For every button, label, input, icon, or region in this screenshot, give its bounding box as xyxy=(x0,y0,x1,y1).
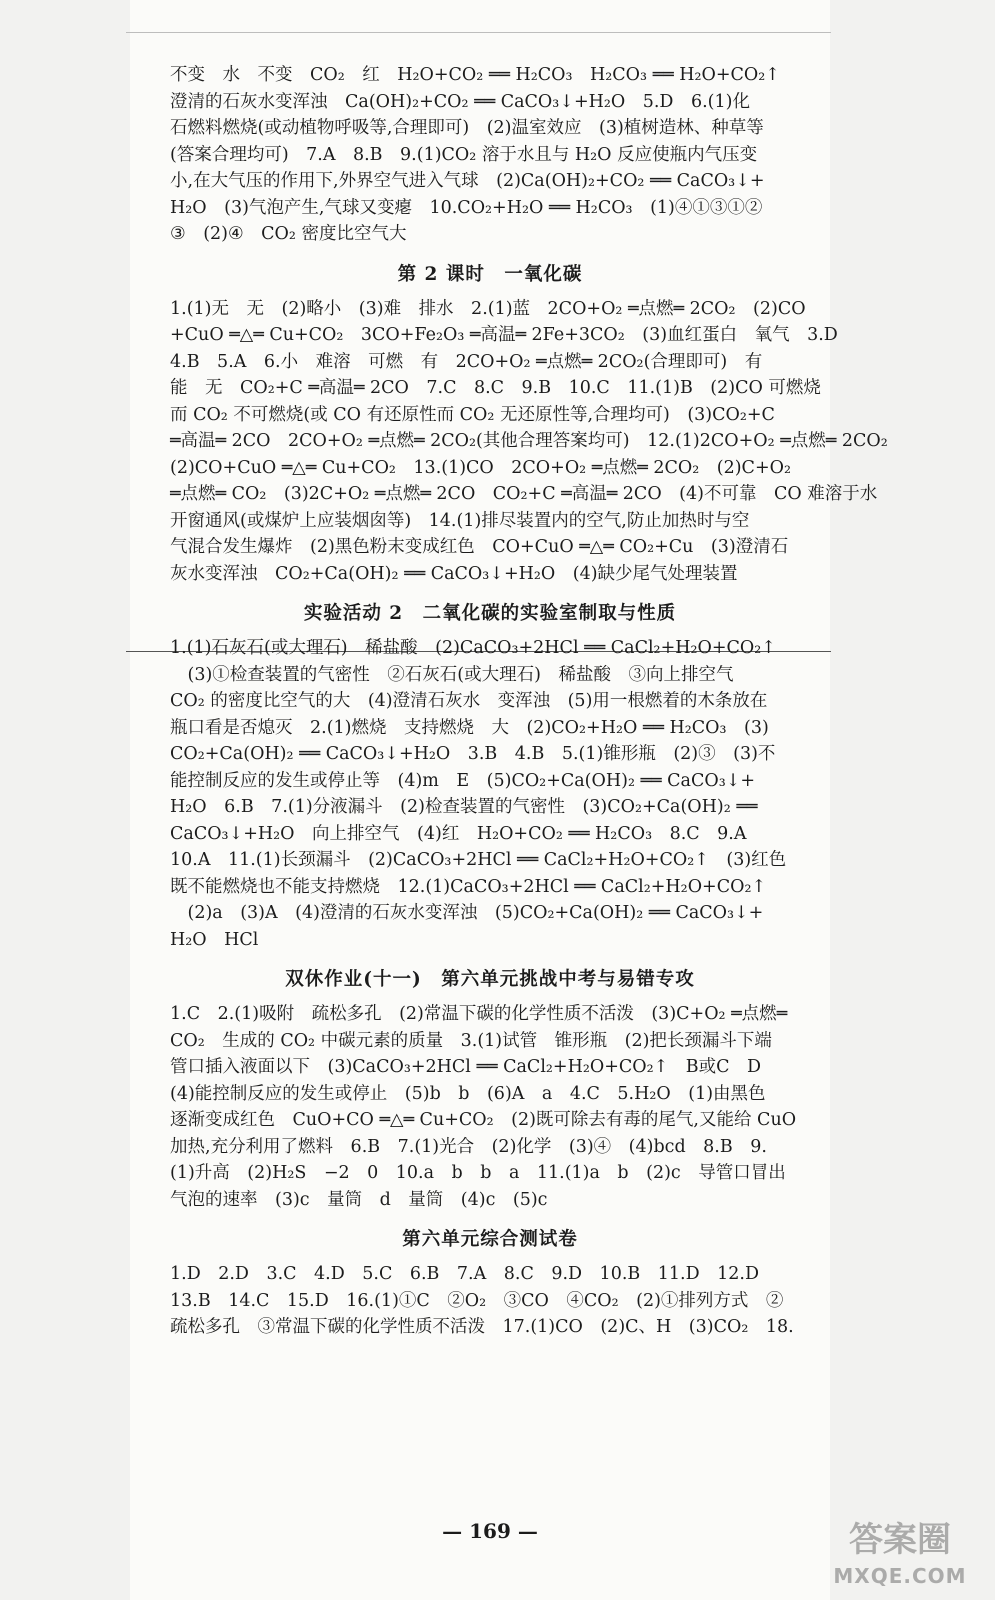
answer-line: CO₂+Ca(OH)₂ ══ CaCO₃↓+H₂O 3.B 4.B 5.(1)锥形瓶 (2)③ (3)不 xyxy=(170,744,776,764)
answer-line: (4)能控制反应的发生或停止 (5)b b (6)A a 4.C 5.H₂O (1)由黑色 xyxy=(170,1083,766,1104)
answer-line: 瓶口看是否熄灭 2.(1)燃烧 支持燃烧 大 (2)CO₂+H₂O ══ H₂CO₃ (3) xyxy=(170,717,769,738)
answer-paragraph xyxy=(170,635,810,953)
section-heading: 第 2 课时 一氧化碳 xyxy=(397,263,583,285)
answer-line: 不变 水 不变 CO₂ 红 H₂O+CO₂ ══ H₂CO₃ H₂CO₃ ══ H₂O+CO₂↑ xyxy=(170,65,780,85)
answer-line: 加热,充分利用了燃料 6.B 7.(1)光合 (2)化学 (3)④ (4)bcd 8.B 9. xyxy=(170,1136,767,1157)
answer-line: 疏松多孔 ③常温下碳的化学性质不活泼 17.(1)CO (2)C、H (3)CO₂ 18. xyxy=(170,1317,794,1337)
section-heading: 双休作业(十一) 第六单元挑战中考与易错专攻 xyxy=(285,969,695,990)
answer-line: 逐渐变成红色 CuO+CO ═△═ Cu+CO₂ (2)既可除去有毒的尾气,又能给 CuO xyxy=(170,1110,797,1130)
answer-line: (2)CO+CuO ═△═ Cu+CO₂ 13.(1)CO 2CO+O₂ ═点燃═ 2CO₂ (2)C+O₂ xyxy=(170,457,791,478)
answer-line: 灰水变浑浊 CO₂+Ca(OH)₂ ══ CaCO₃↓+H₂O (4)缺少尾气处理装置 xyxy=(170,563,738,584)
answer-line: 气泡的速率 (3)c 量筒 d 量筒 (4)c (5)c xyxy=(170,1189,548,1210)
watermark-logo xyxy=(812,1520,988,1594)
answer-line: 4.B 5.A 6.小 难溶 可燃 有 2CO+O₂ ═点燃═ 2CO₂(合理即可) 有 xyxy=(170,351,763,372)
answer-line: 开窗通风(或煤炉上应装烟囱等) 14.(1)排尽装置内的空气,防止加热时与空 xyxy=(170,510,750,531)
answer-line: 小,在大气压的作用下,外界空气进入气球 (2)Ca(OH)₂+CO₂ ══ CaCO₃↓+ xyxy=(170,171,765,191)
answer-line: 石燃料燃烧(或动植物呼吸等,合理即可) (2)温室效应 (3)植树造林、种草等 xyxy=(170,118,764,138)
page-number: — 169 — xyxy=(442,1519,538,1543)
answer-line: (2)a (3)A (4)澄清的石灰水变浑浊 (5)CO₂+Ca(OH)₂ ══ CaCO₃↓+ xyxy=(170,903,764,923)
answer-line: 能控制反应的发生或停止等 (4)m E (5)CO₂+Ca(OH)₂ ══ CaCO₃↓+ xyxy=(170,770,756,791)
answer-line: 1.(1)无 无 (2)略小 (3)难 排水 2.(1)蓝 2CO+O₂ ═点燃═ 2CO₂ (2)CO xyxy=(170,298,806,319)
answer-line: (1)升高 (2)H₂S −2 0 10.a b b a 11.(1)a b (2)c 导管口冒出 xyxy=(170,1163,786,1183)
section-heading: 第六单元综合测试卷 xyxy=(402,1229,578,1250)
answer-line: ③ (2)④ CO₂ 密度比空气大 xyxy=(170,224,407,244)
watermark-url: MXQE.COM xyxy=(833,1564,967,1588)
section-heading: 实验活动 2 二氧化碳的实验室制取与性质 xyxy=(303,603,677,624)
answer-line: 既不能燃烧也不能支持燃烧 12.(1)CaCO₃+2HCl ══ CaCl₂+H₂O+CO₂↑ xyxy=(170,876,767,897)
answer-line: H₂O 6.B 7.(1)分液漏斗 (2)检查装置的气密性 (3)CO₂+Ca(OH)₂ ══ xyxy=(170,797,758,817)
answer-line: 10.A 11.(1)长颈漏斗 (2)CaCO₃+2HCl ══ CaCl₂+H₂O+CO₂↑ (3)红色 xyxy=(170,850,787,870)
answer-line: 而 CO₂ 不可燃烧(或 CO 有还原性而 CO₂ 无还原性等,合理均可) (3)CO₂+C xyxy=(170,404,775,425)
answer-line: 1.D 2.D 3.C 4.D 5.C 6.B 7.A 8.C 9.D 10.B 11.D 12.D xyxy=(170,1264,759,1284)
answer-paragraph xyxy=(170,1261,810,1341)
answer-line: CO₂ 生成的 CO₂ 中碳元素的质量 3.(1)试管 锥形瓶 (2)把长颈漏斗下端 xyxy=(170,1030,772,1051)
answer-line: (答案合理均可) 7.A 8.B 9.(1)CO₂ 溶于水且与 H₂O 反应使瓶内气压变 xyxy=(170,144,758,165)
answer-paragraph xyxy=(170,1001,810,1213)
answer-line: 管口插入液面以下 (3)CaCO₃+2HCl ══ CaCl₂+H₂O+CO₂↑ B或C D xyxy=(170,1057,762,1077)
answer-paragraph xyxy=(170,296,888,588)
answer-line: CaCO₃↓+H₂O 向上排空气 (4)红 H₂O+CO₂ ══ H₂CO₃ 8.C 9.A xyxy=(170,823,747,844)
answer-line: CO₂ 的密度比空气的大 (4)澄清石灰水 变浑浊 (5)用一根燃着的木条放在 xyxy=(170,691,768,711)
answer-line: 气混合发生爆炸 (2)黑色粉末变成红色 CO+CuO ═△═ CO₂+Cu (3)澄清石 xyxy=(170,537,789,557)
answer-line: +CuO ═△═ Cu+CO₂ 3CO+Fe₂O₃ ═高温═ 2Fe+3CO₂ (3)血红蛋白 氧气 3.D xyxy=(170,325,838,345)
top-rule xyxy=(126,32,831,33)
answer-line: 13.B 14.C 15.D 16.(1)①C ②O₂ ③CO ④CO₂ (2)①排列方式 ② xyxy=(170,1290,784,1311)
answer-line: 1.(1)石灰石(或大理石) 稀盐酸 (2)CaCO₃+2HCl ══ CaCl₂+H₂O+CO₂↑ xyxy=(170,638,776,658)
answer-line: H₂O (3)气泡产生,气球又变瘪 10.CO₂+H₂O ══ H₂CO₃ (1)④①③①② xyxy=(170,197,763,218)
answer-line: 澄清的石灰水变浑浊 Ca(OH)₂+CO₂ ══ CaCO₃↓+H₂O 5.D 6.(1)化 xyxy=(170,91,750,112)
answer-line: H₂O HCl xyxy=(170,929,259,950)
answer-line: ═点燃═ CO₂ (3)2C+O₂ ═点燃═ 2CO CO₂+C ═高温═ 2CO (4)不可靠 CO 难溶于水 xyxy=(170,484,878,504)
answer-line: (3)①检查装置的气密性 ②石灰石(或大理石) 稀盐酸 ③向上排空气 xyxy=(170,664,734,685)
answer-paragraph xyxy=(170,62,810,248)
answer-line: ═高温═ 2CO 2CO+O₂ ═点燃═ 2CO₂(其他合理答案均可) 12.(1)2CO+O₂ ═点燃═ 2CO₂ xyxy=(170,431,888,451)
answer-line: 1.C 2.(1)吸附 疏松多孔 (2)常温下碳的化学性质不活泼 (3)C+O₂ ═点燃═ xyxy=(170,1004,788,1024)
watermark-text: 答案圈 xyxy=(849,1520,951,1560)
answer-line: 能 无 CO₂+C ═高温═ 2CO 7.C 8.C 9.B 10.C 11.(1)B (2)CO 可燃烧 xyxy=(170,378,821,398)
